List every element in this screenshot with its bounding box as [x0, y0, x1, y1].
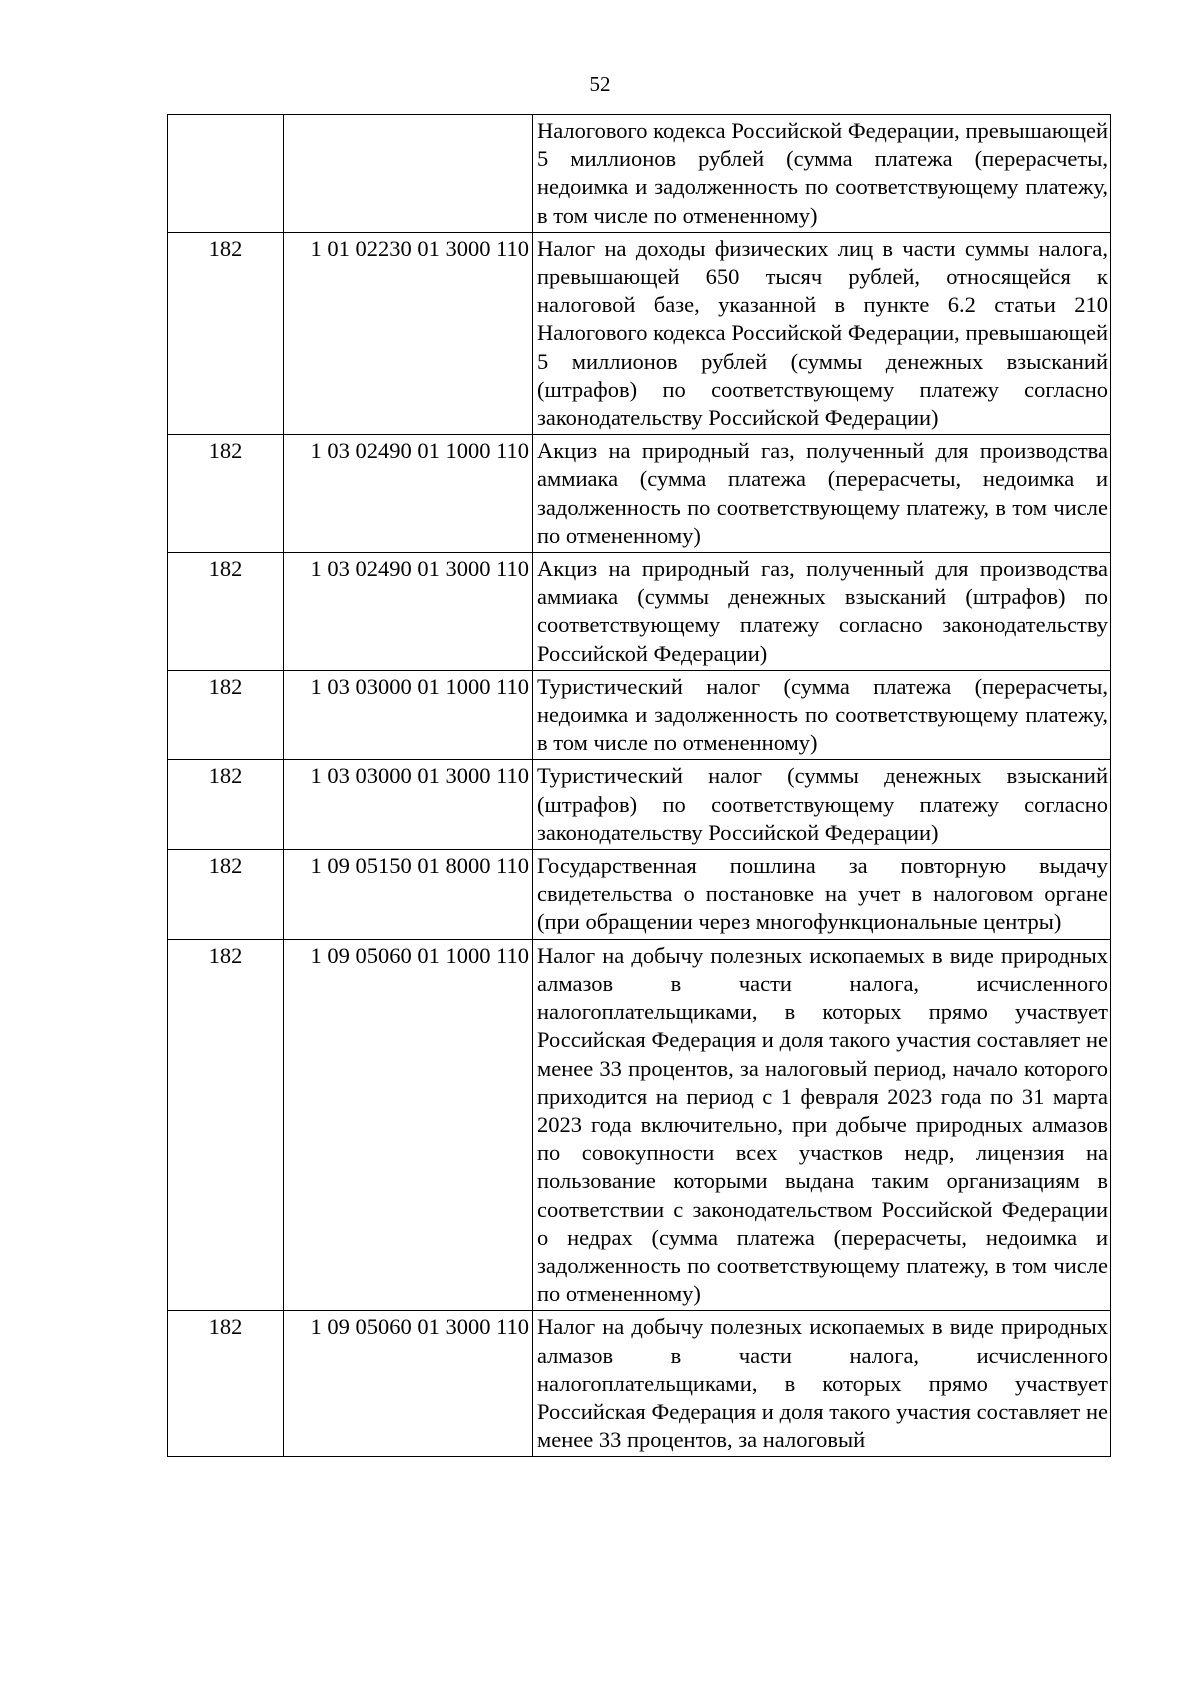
description-cell: Туристический налог (суммы денежных взысканий (штрафов) по соответствующему платежу согласно законодательству Российской Федерации)	[533, 760, 1111, 850]
description-cell: Налог на добычу полезных ископаемых в виде природных алмазов в части налога, исчисленного налогоплательщиками, в которых прямо участвует Российская Федерация и доля такого участия составляет не менее 33 процентов, за налоговый	[533, 1311, 1111, 1457]
description-cell: Налогового кодекса Российской Федерации, превышающей 5 миллионов рублей (сумма платежа (перерасчеты, недоимка и задолженность по соответствующему платежу, в том числе по отмененному)	[533, 115, 1111, 233]
admin-code-cell: 182	[168, 760, 284, 850]
budget-code-cell: 1 09 05060 01 1000 110	[284, 939, 533, 1311]
table-row	[168, 1311, 1111, 1457]
budget-code-cell: 1 01 02230 01 3000 110	[284, 232, 533, 434]
description-cell: Налог на доходы физических лиц в части суммы налога, превышающей 650 тысяч рублей, относящейся к налоговой базе, указанной в пункте 6.2 статьи 210 Налогового кодекса Российской Федерации, превышающей 5 миллионов рублей (суммы денежных взысканий (штрафов) по соответствующему платежу согласно законодательству Российской Федерации)	[533, 232, 1111, 434]
table-row	[168, 939, 1111, 1311]
table-row	[168, 760, 1111, 850]
page-number: 52	[589, 72, 611, 96]
budget-code-cell: 1 03 03000 01 3000 110	[284, 760, 533, 850]
admin-code-cell: 182	[168, 435, 284, 553]
admin-code-cell: 182	[168, 553, 284, 671]
budget-code-cell: 1 03 02490 01 3000 110	[284, 553, 533, 671]
table-row	[168, 553, 1111, 671]
description-cell: Акциз на природный газ, полученный для производства аммиака (сумма платежа (перерасчеты, недоимка и задолженность по соответствующему платежу, в том числе по отмененному)	[533, 435, 1111, 553]
admin-code-cell: 182	[168, 939, 284, 1311]
budget-code-cell: 1 03 02490 01 1000 110	[284, 435, 533, 553]
table-row	[168, 115, 1111, 233]
table-row	[168, 850, 1111, 940]
admin-code-cell	[168, 115, 284, 233]
admin-code-cell: 182	[168, 850, 284, 940]
description-cell: Туристический налог (сумма платежа (перерасчеты, недоимка и задолженность по соответствующему платежу, в том числе по отмененному)	[533, 670, 1111, 760]
budget-code-cell	[284, 115, 533, 233]
table-row	[168, 232, 1111, 434]
admin-code-cell: 182	[168, 670, 284, 760]
description-cell: Государственная пошлина за повторную выдачу свидетельства о постановке на учет в налоговом органе (при обращении через многофункциональные центры)	[533, 850, 1111, 940]
description-cell: Акциз на природный газ, полученный для производства аммиака (суммы денежных взысканий (штрафов) по соответствующему платежу согласно законодательству Российской Федерации)	[533, 553, 1111, 671]
budget-code-cell: 1 09 05150 01 8000 110	[284, 850, 533, 940]
budget-code-cell: 1 09 05060 01 3000 110	[284, 1311, 533, 1457]
table-row	[168, 435, 1111, 553]
admin-code-cell: 182	[168, 1311, 284, 1457]
budget-code-table	[167, 114, 1111, 1457]
description-cell: Налог на добычу полезных ископаемых в виде природных алмазов в части налога, исчисленного налогоплательщиками, в которых прямо участвует Российская Федерация и доля такого участия составляет не менее 33 процентов, за налоговый период, начало которого приходится на период с 1 февраля 2023 года по 31 марта 2023 года включительно, при добыче природных алмазов по совокупности всех участков недр, лицензия на пользование которыми выдана таким организациям в соответствии с законодательством Российской Федерации о недрах (сумма платежа (перерасчеты, недоимка и задолженность по соответствующему платежу, в том числе по отмененному)	[533, 939, 1111, 1311]
table-row	[168, 670, 1111, 760]
budget-code-cell: 1 03 03000 01 1000 110	[284, 670, 533, 760]
admin-code-cell: 182	[168, 232, 284, 434]
